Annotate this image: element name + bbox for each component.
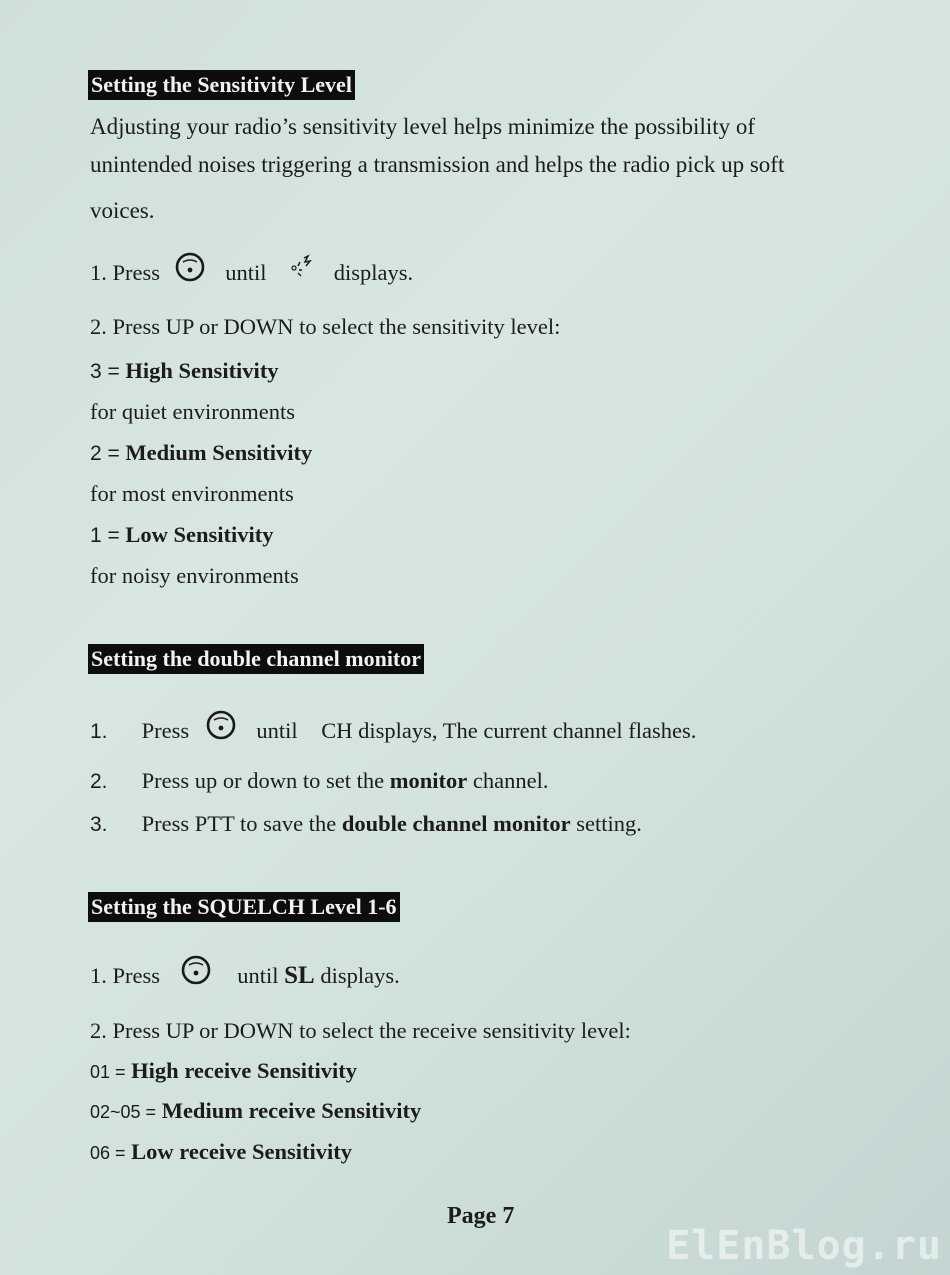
- level-number: 3 =: [90, 360, 120, 383]
- step-1-suffix: displays.: [320, 963, 400, 988]
- section-heading-double-channel: Setting the double channel monitor: [88, 644, 424, 674]
- squelch-level-high: [90, 1056, 357, 1087]
- vox-icon: [286, 252, 316, 282]
- level-high: [90, 356, 279, 387]
- step-prefix: Press: [141, 718, 190, 743]
- monitor-step-1: [90, 716, 696, 749]
- watermark-logo: ElEnBlog.ru: [666, 1223, 942, 1269]
- level-number: 02~05 =: [90, 1102, 157, 1122]
- level-desc: for most environments: [90, 481, 294, 506]
- level-name: Low Sensitivity: [125, 522, 274, 547]
- intro-line-3: voices.: [90, 198, 155, 223]
- step-number: 2.: [90, 770, 108, 793]
- level-desc: for noisy environments: [90, 563, 299, 588]
- level-number: 1 =: [90, 524, 120, 547]
- level-desc: for quiet environments: [90, 399, 295, 424]
- step-number: 1.: [90, 720, 108, 743]
- step-1-prefix: 1. Press: [90, 260, 161, 285]
- step-1-prefix: 1. Press: [90, 963, 161, 988]
- menu-button-icon: [180, 954, 212, 986]
- step-prefix: Press up or down to set the: [141, 768, 385, 793]
- step-bold: double channel monitor: [341, 811, 571, 836]
- step-1-suffix: displays.: [333, 260, 414, 285]
- squelch-level-medium: [90, 1096, 421, 1127]
- squelch-step-2: 2. Press UP or DOWN to select the receive sensitivity level:: [90, 1018, 631, 1043]
- step-number: 3.: [90, 813, 108, 836]
- step-suffix: setting.: [576, 811, 642, 836]
- sensitivity-step-1: [90, 258, 413, 291]
- level-name: High receive Sensitivity: [131, 1058, 357, 1083]
- step-1-sl: SL: [284, 962, 315, 989]
- step-1-until: until: [237, 963, 279, 988]
- monitor-step-2: [90, 766, 548, 797]
- step-1-until: until: [225, 260, 267, 285]
- squelch-level-low: [90, 1137, 352, 1168]
- page-number: Page 7: [447, 1203, 515, 1229]
- monitor-step-3: [90, 809, 642, 840]
- level-medium: [90, 438, 312, 469]
- level-number: 06 =: [90, 1143, 126, 1163]
- level-name: Medium Sensitivity: [125, 440, 313, 465]
- step-suffix: channel.: [472, 768, 549, 793]
- level-low: [90, 520, 274, 551]
- step-suffix: CH displays, The current channel flashes.: [321, 718, 697, 743]
- step-bold: monitor: [389, 768, 468, 793]
- menu-button-icon: [205, 709, 237, 741]
- sensitivity-step-2: 2. Press UP or DOWN to select the sensitivity level:: [90, 314, 561, 339]
- intro-line-2: unintended noises triggering a transmission and helps the radio pick up soft: [90, 152, 785, 177]
- level-number: 01 =: [90, 1062, 126, 1082]
- step-until: until: [256, 718, 298, 743]
- level-name: Low receive Sensitivity: [131, 1139, 352, 1164]
- menu-button-icon: [174, 251, 206, 283]
- squelch-step-1: [90, 961, 400, 994]
- step-prefix: Press PTT to save the: [141, 811, 337, 836]
- level-name: High Sensitivity: [125, 358, 279, 383]
- level-number: 2 =: [90, 442, 120, 465]
- section-heading-squelch: Setting the SQUELCH Level 1-6: [88, 892, 400, 922]
- level-name: Medium receive Sensitivity: [161, 1098, 422, 1123]
- intro-line-1: Adjusting your radio’s sensitivity level helps minimize the possibility of: [90, 114, 756, 139]
- section-heading-sensitivity: Setting the Sensitivity Level: [88, 70, 355, 100]
